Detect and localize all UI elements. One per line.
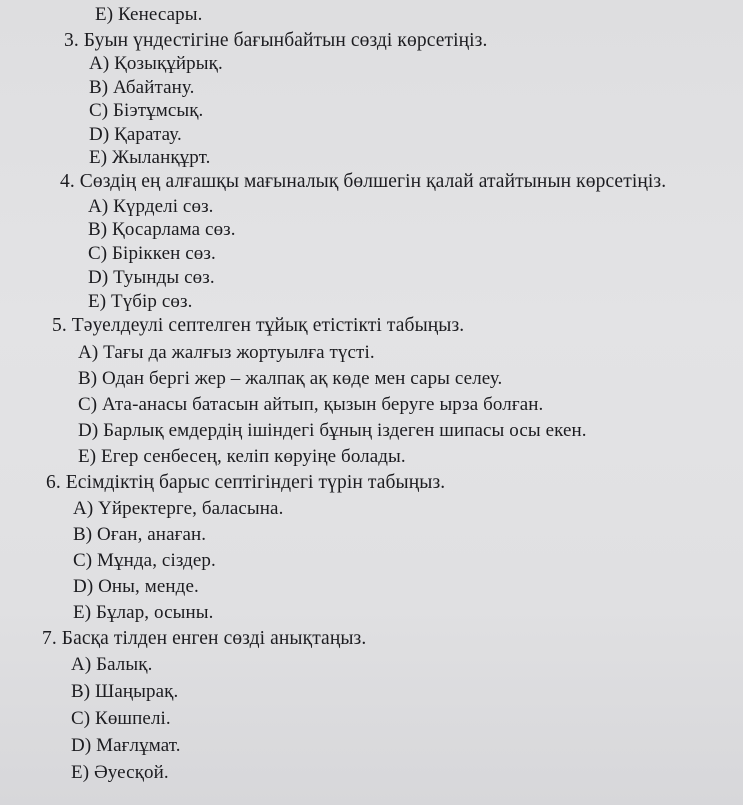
question-6-option-e: E) Бұлар, осыны. [73,602,214,623]
question-3-option-c: C) Біэтұмсық. [89,100,204,121]
question-5-option-e: E) Егер сенбесең, келіп көруіңе болады. [78,446,406,467]
question-7-option-c: C) Көшпелі. [71,708,171,729]
question-7-option-a: A) Балық. [71,654,153,675]
question-3-option-d: D) Қаратау. [89,124,182,145]
question-3-option-b: B) Абайтану. [89,77,195,98]
question-4-option-b: B) Қосарлама сөз. [88,219,236,240]
question-3-option-e: E) Жыланқұрт. [89,147,211,168]
question-6-text: 6. Есімдіктің барыс септігіндегі түрін табыңыз. [46,472,446,493]
question-7-option-e: E) Әуесқой. [71,762,169,783]
question-6-option-b: B) Оған, анаған. [73,524,207,545]
question-5-option-b: B) Одан бергі жер – жалпақ ақ көде мен сары селеу. [78,368,503,389]
question-4-option-d: D) Туынды сөз. [88,267,215,288]
question-3-text: 3. Буын үндестігіне бағынбайтын сөзді көрсетіңіз. [64,30,488,51]
previous-answer-option-e: E) Кенесары. [95,4,203,25]
question-7-text: 7. Басқа тілден енген сөзді анықтаңыз. [42,628,367,649]
question-6-option-c: C) Мұнда, сіздер. [73,550,216,571]
question-6-option-d: D) Оны, менде. [73,576,199,597]
question-4-option-a: A) Күрделі сөз. [88,196,214,217]
question-4-text: 4. Сөздің ең алғашқы мағыналық бөлшегін қалай атайтынын көрсетіңіз. [60,171,667,192]
question-5-option-c: C) Ата-анасы батасын айтып, қызын беруге ырза болған. [78,394,544,415]
question-5-option-a: A) Тағы да жалғыз жортуылға түсті. [78,342,375,363]
question-5-text: 5. Тәуелдеулі септелген тұйық етістікті табыңыз. [52,315,465,336]
question-5-option-d: D) Барлық емдердің ішіндегі бұның іздеген шипасы осы екен. [78,420,587,441]
question-3-option-a: A) Қозықұйрық. [89,53,223,74]
question-4-option-e: E) Түбір сөз. [88,291,193,312]
question-7-option-d: D) Мағлұмат. [71,735,181,756]
question-6-option-a: A) Үйректерге, баласына. [73,498,284,519]
question-4-option-c: C) Біріккен сөз. [88,243,216,264]
question-7-option-b: B) Шаңырақ. [71,681,179,702]
